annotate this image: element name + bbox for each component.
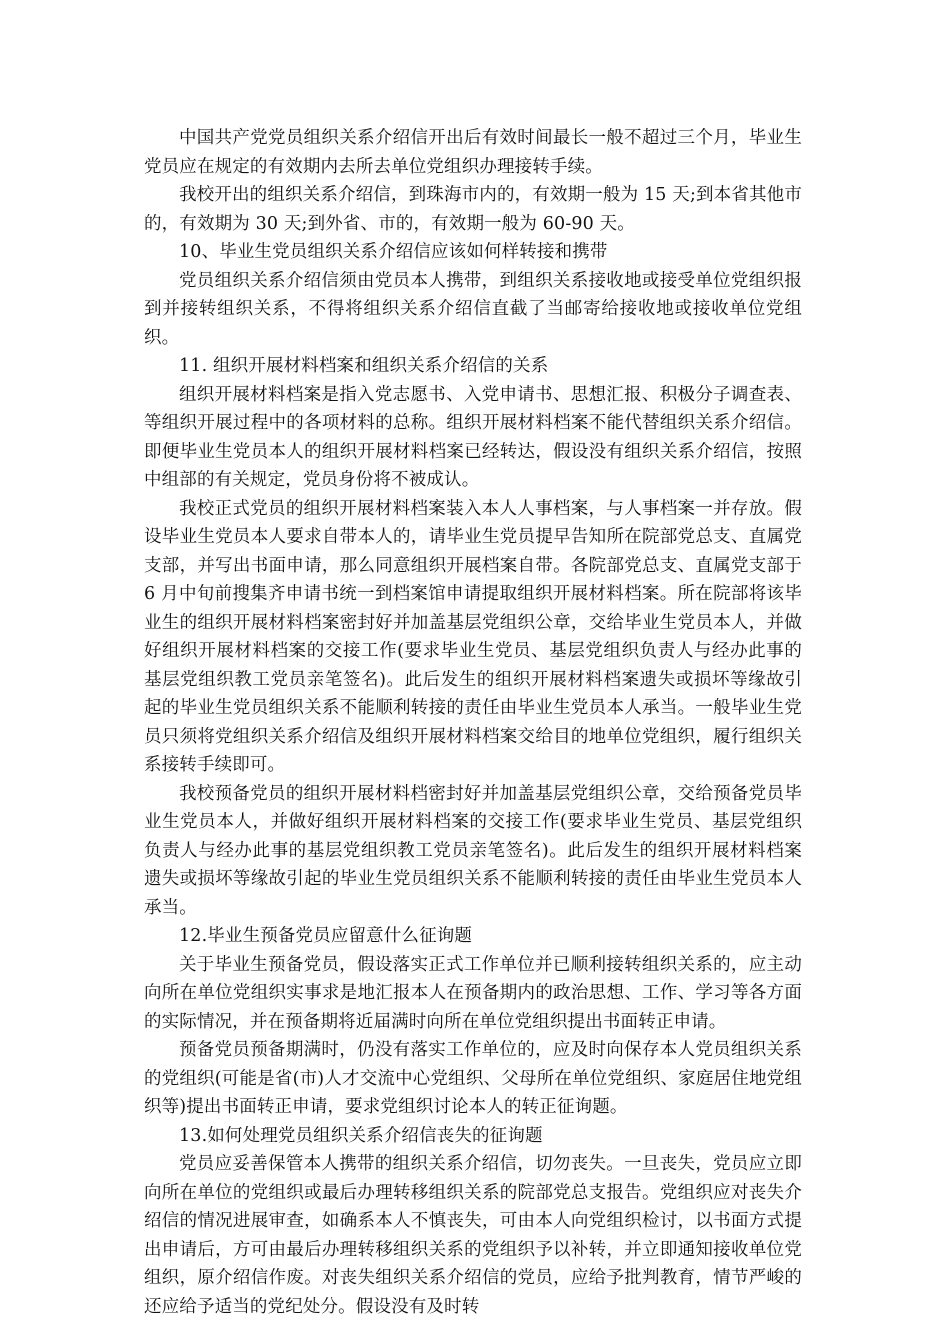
paragraph-probationary-archive: 我校预备党员的组织开展材料档密封好并加盖基层党组织公章，交给预备党员毕业生党员本人，并做好组织开展材料档案的交接工作(要求毕业生党员、基层党组织负责人与经办此事的基层党组织教工党员亲笔签名)。此后发生的组织开展材料档案遗失或损坏等缘故引起的毕业生党员组织关系不能顺利转接的责任由毕业生党员本人承当。 bbox=[144, 783, 802, 918]
paragraph-validity-duration: 我校开出的组织关系介绍信，到珠海市内的，有效期一般为 15 天;到本省其他市的，有效期为 30 天;到外省、市的，有效期一般为 60-90 天。 bbox=[144, 185, 802, 234]
paragraph-full-member-archive: 我校正式党员的组织开展材料档案装入本人人事档案，与人事档案一并存放。假设毕业生党员本人要求自带本人的，请毕业生党员提早告知所在院部党总支、直属党支部，并写出书面申请，那么同意组织开展档案自带。各院部党总支、直属党支部于 6 月中旬前搜集齐申请书统一到档案馆申请提取组织开展材料档案。所在院部将该毕业生的组织开展材料档案密封好并加盖基层党组织公章，交给毕业生党员本人，并做好组织开展材料档案的交接工作(要求毕业生党员、基层党组织负责人与经办此事的基层党组织教工党员亲笔签名)。此后发生的组织开展材料档案遗失或损坏等缘故引起的毕业生党员组织关系不能顺利转接的责任由毕业生党员本人承当。一般毕业生党员只须将党组织关系介绍信及组织开展材料档案交给目的地单位党组织，履行组织关系接转手续即可。 bbox=[144, 498, 802, 775]
paragraph-lost-letter: 党员应妥善保管本人携带的组织关系介绍信，切勿丧失。一旦丧失，党员应立即向所在单位的党组织或最后办理转移组织关系的院部党总支报告。党组织应对丧失介绍信的情况进展审查，如确系本人不慎丧失，可由本人向党组织检讨，以书面方式提出申请后，方可由最后办理转移组织关系的党组织予以补转，并立即通知接收单位党组织，原介绍信作废。对丧失组织关系介绍信的党员，应给予批判教育，情节严峻的还应给予适当的党纪处分。假设没有及时转 bbox=[144, 1154, 802, 1317]
paragraph-probationary-no-job: 预备党员预备期满时，仍没有落实工作单位的，应及时向保存本人党员组织关系的党组织(可能是省(市)人才交流中心党组织、父母所在单位党组织、家庭居住地党组织等)提出书面转正申请，要求党组织讨论本人的转正征询题。 bbox=[144, 1040, 802, 1117]
heading-section-11: 11. 组织开展材料档案和组织关系介绍信的关系 bbox=[179, 356, 549, 376]
document-body bbox=[144, 124, 802, 1321]
paragraph-validity-period: 中国共产党党员组织关系介绍信开出后有效时间最长一般不超过三个月，毕业生党员应在规定的有效期内去所去单位党组织办理接转手续。 bbox=[144, 128, 802, 177]
heading-section-12: 12.毕业生预备党员应留意什么征询题 bbox=[179, 926, 473, 946]
paragraph-probationary-report: 关于毕业生预备党员，假设落实正式工作单位并已顺利接转组织关系的，应主动向所在单位党组织实事求是地汇报本人在预备期内的政治思想、工作、学习等各方面的实际情况，并在预备期将近届满时向所在单位党组织提出书面转正申请。 bbox=[144, 954, 802, 1032]
heading-section-10: 10、毕业生党员组织关系介绍信应该如何样转接和携带 bbox=[179, 242, 608, 262]
paragraph-archive-definition: 组织开展材料档案是指入党志愿书、入党申请书、思想汇报、积极分子调查表、等组织开展过程中的各项材料的总称。组织开展材料档案不能代替组织关系介绍信。即便毕业生党员本人的组织开展材料档案已经转达，假设没有组织关系介绍信，按照中组部的有关规定，党员身份将不被成认。 bbox=[144, 384, 802, 490]
paragraph-carry-letter: 党员组织关系介绍信须由党员本人携带，到组织关系接收地或接受单位党组织报到并接转组织关系，不得将组织关系介绍信直截了当邮寄给接收地或接收单位党组织。 bbox=[144, 270, 802, 348]
heading-section-13: 13.如何处理党员组织关系介绍信丧失的征询题 bbox=[179, 1125, 543, 1146]
